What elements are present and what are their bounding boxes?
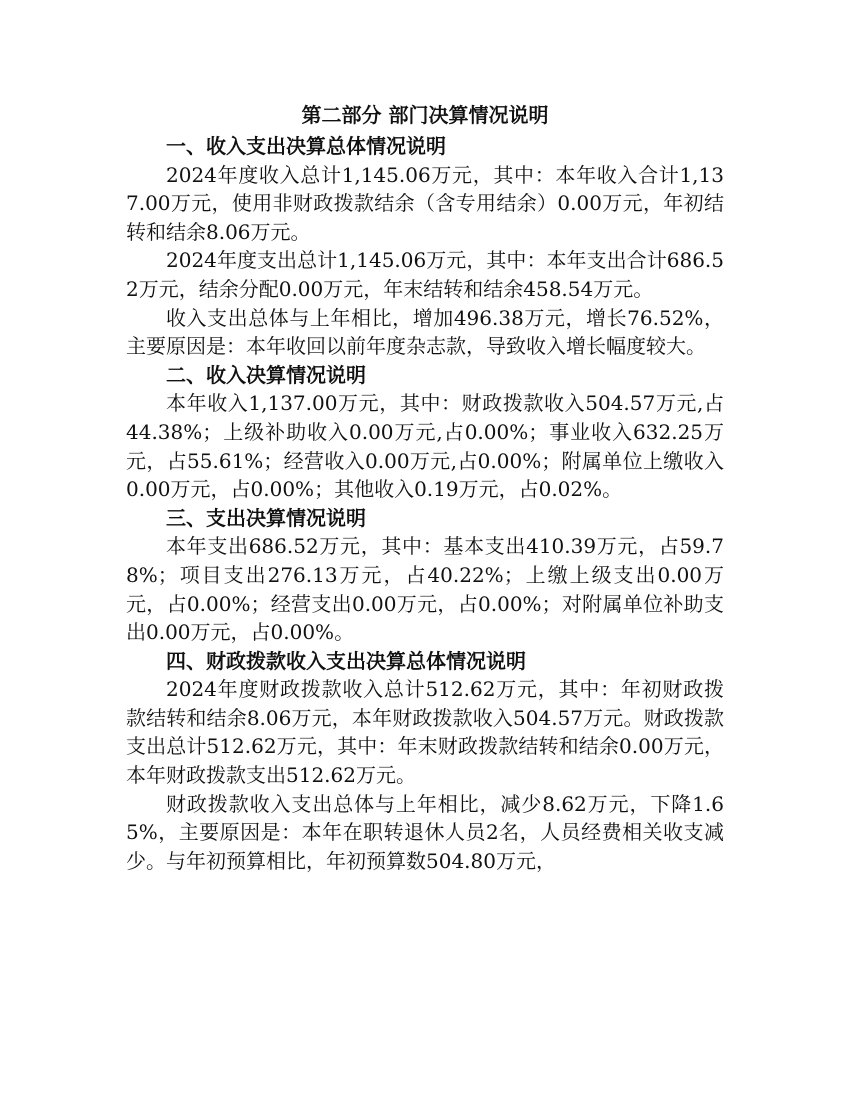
- paragraph-total-income: 2024年度收入总计1,145.06万元，其中：本年收入合计1,137.00万元，使用非财政拨款结余（含专用结余）0.00万元，年初结转和结余8.06万元。: [126, 162, 724, 244]
- section-heading-income-expense-overview: 一、收入支出决算总体情况说明: [166, 134, 446, 158]
- section-heading-fiscal-appropriation: 四、财政拨款收入支出决算总体情况说明: [166, 648, 526, 673]
- section-heading-income: 二、收入决算情况说明: [166, 362, 366, 387]
- paragraph-fiscal-totals: 2024年度财政拨款收入总计512.62万元，其中：年初财政拨款结转和结余8.06万元，本年财政拨款收入504.57万元。财政拨款支出总计512.62万元，其中：年末财政拨款结转和结余0.00万元，本年财政拨款支出512.62万元。: [126, 677, 724, 788]
- paragraph-fiscal-comparison: 财政拨款收入支出总体与上年相比，减少8.62万元，下降1.65%，主要原因是：本年在职转退休人员2名，人员经费相关收支减少。与年初预算相比，年初预算数504.80万元，: [126, 791, 724, 873]
- paragraph-income-breakdown: 本年收入1,137.00万元，其中：财政拨款收入504.57万元,占44.38%；上级补助收入0.00万元,占0.00%；事业收入632.25万元，占55.61%；经营收入0.00万元,占0.00%；附属单位上缴收入0.00万元，占0.00%；其他收入0.19万元，占0.02%。: [126, 391, 724, 502]
- page-title: 第二部分 部门决算情况说明: [301, 103, 549, 127]
- section-heading-expense: 三、支出决算情况说明: [166, 505, 366, 530]
- paragraph-total-expense: 2024年度支出总计1,145.06万元，其中：本年支出合计686.52万元，结余分配0.00万元，年末结转和结余458.54万元。: [126, 248, 724, 301]
- paragraph-yearly-comparison: 收入支出总体与上年相比，增加496.38万元，增长76.52%，主要原因是：本年收回以前年度杂志款，导致收入增长幅度较大。: [126, 305, 724, 359]
- paragraph-expense-breakdown: 本年支出686.52万元，其中：基本支出410.39万元，占59.78%；项目支出276.13万元，占40.22%；上缴上级支出0.00万元，占0.00%；经营支出0.00万元，占0.00%；对附属单位补助支出0.00万元，占0.00%。: [126, 534, 724, 645]
- document-page: [126, 98, 724, 875]
